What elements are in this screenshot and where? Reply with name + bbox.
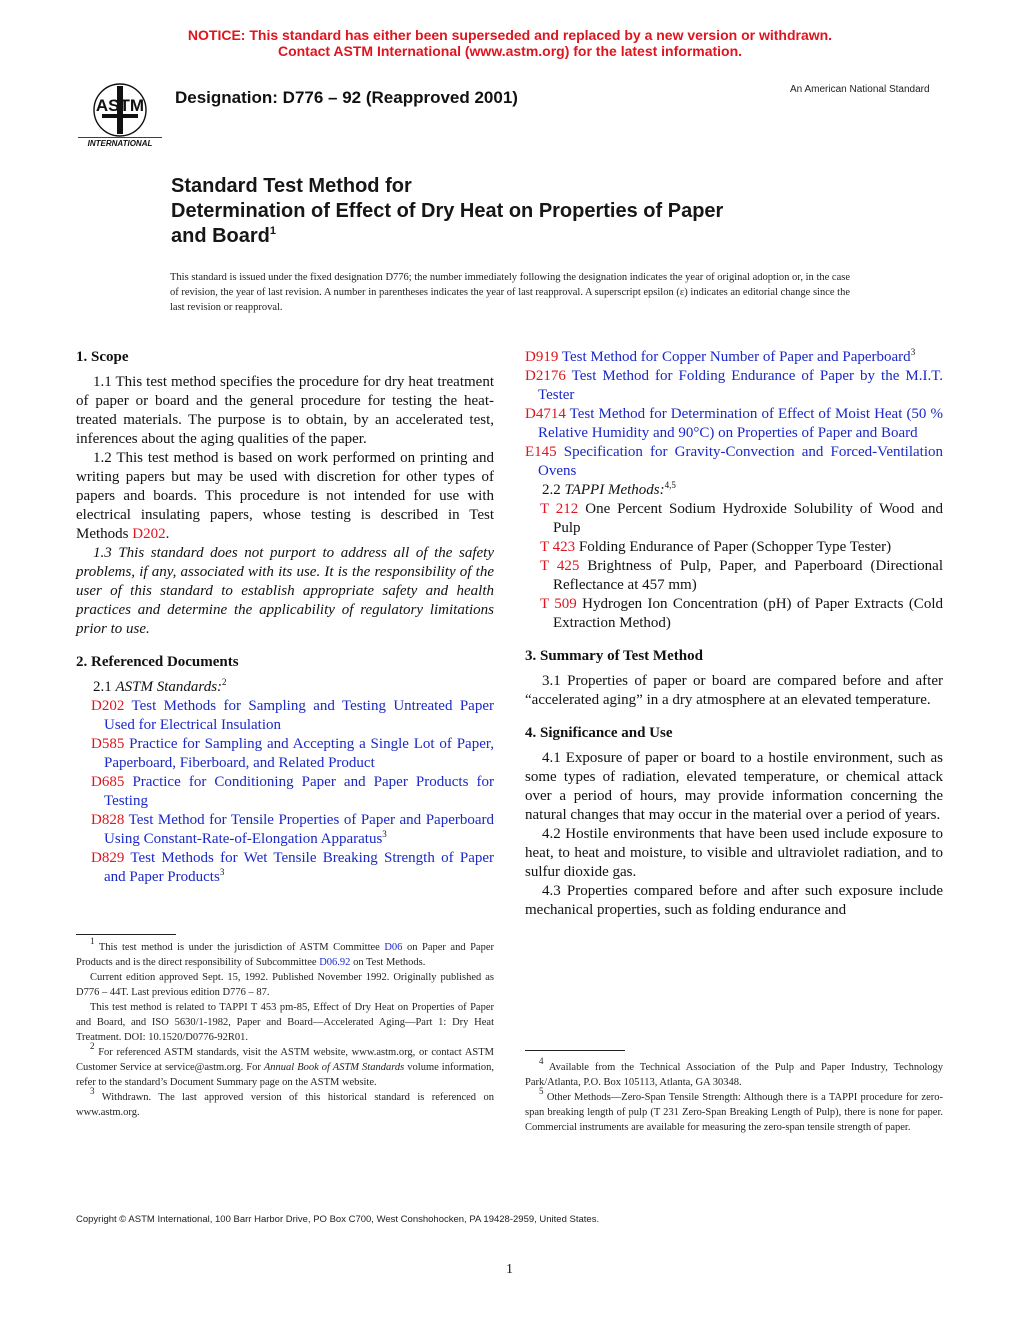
reference-code[interactable]: D4714 <box>525 406 566 422</box>
astm-logo <box>78 80 162 150</box>
footnote-2-a: For referenced ASTM standards, visit the ASTM website, www.astm.org, or contact ASTM Customer Service at service@astm.org. For <box>76 1047 494 1073</box>
reference-code[interactable]: D685 <box>91 774 125 790</box>
title-line-1: Standard Test Method for <box>171 175 412 197</box>
footnote-2-italic: Annual Book of ASTM Standards <box>263 1062 405 1073</box>
astm-label-sup: 2 <box>222 677 227 687</box>
scope-1-1: 1.1 This test method specifies the procedure for dry heat treatment of paper or board and the general procedure for testing the heat-treated materials. The purpose is to obtain, by an accelerated test, inferences about the aging qualities of the paper. <box>76 374 494 447</box>
footnote-1-related: This test method is related to TAPPI T 453 pm-85, Effect of Dry Heat on Properties of Paper and Board, and ISO 5630/1-1982, Paper and Board—Accelerated Aging—Part 1: Dry Heat Treatment. DOI: 10.1520/D0776-92R01. <box>76 1002 494 1043</box>
reference-code[interactable]: D828 <box>91 812 125 828</box>
reference-title[interactable]: Practice for Sampling and Accepting a Single Lot of Paper, Paperboard, Fiberboard, and Related Product <box>104 736 494 771</box>
reference-item <box>525 443 943 481</box>
scope-1-2 <box>76 449 494 544</box>
scope-1-2-end: . <box>165 526 170 542</box>
footnote-1 <box>76 936 494 970</box>
logo-subtext: INTERNATIONAL <box>87 139 153 148</box>
reference-code[interactable]: T 423 <box>540 539 576 555</box>
footnote-2-b: volume information, refer to the standard’s Document Summary page on the ASTM website. <box>76 1062 494 1088</box>
title-line-3-text: and Board <box>171 225 270 247</box>
footnote-1-c: on Test Methods. <box>350 957 426 968</box>
footnotes-right <box>525 1056 943 1135</box>
referenced-heading: 2. Referenced Documents <box>76 654 239 670</box>
significance-heading: 4. Significance and Use <box>525 725 673 741</box>
footnote-rule-left <box>76 934 176 935</box>
reference-code[interactable]: T 425 <box>540 558 580 574</box>
reference-item <box>525 348 943 367</box>
footnote-5-text: Other Methods—Zero-Span Tensile Strength: Although there is a TAPPI procedure for zero-span breaking length of pulp (T 231 Zero-Span Breaking Length of Pulp), there is none for paper. Commercial instruments are available for measuring the zero-span tensile strength of paper. <box>525 1092 943 1133</box>
reference-code[interactable]: E145 <box>525 444 557 460</box>
reference-code[interactable]: T 509 <box>540 596 577 612</box>
title-footnote-mark: 1 <box>269 225 277 237</box>
reference-code[interactable]: D2176 <box>525 368 566 384</box>
significance-4-2: 4.2 Hostile environments that have been used include exposure to heat, to heat and moisture, to visible and ultraviolet radiation, and to sulfur dioxide gas. <box>525 826 943 880</box>
reference-title[interactable]: Test Methods for Sampling and Testing Untreated Paper Used for Electrical Insulation <box>104 698 494 733</box>
footnote-3-text: Withdrawn. The last approved version of this historical standard is referenced on www.astm.org. <box>76 1092 494 1118</box>
reference-title[interactable]: Test Method for Tensile Properties of Paper and Paperboard Using Constant-Rate-of-Elongation Apparatus <box>104 812 494 847</box>
copyright: Copyright © ASTM International, 100 Barr Harbor Drive, PO Box C700, West Conshohocken, PA 19428-2959, United States. <box>76 1214 600 1225</box>
reference-item <box>91 811 494 849</box>
reference-code[interactable]: D919 <box>525 349 559 365</box>
footnote-1-b: on Paper and Paper Products and is the direct responsibility of Subcommittee <box>76 942 494 968</box>
reference-title: Brightness of Pulp, Paper, and Paperboard (Directional Reflectance at 457 mm) <box>553 558 943 593</box>
reference-code[interactable]: D585 <box>91 736 125 752</box>
footnote-1-mark: 1 <box>90 936 95 946</box>
title-line-3 <box>171 224 891 249</box>
reference-item <box>540 538 943 557</box>
page-number: 1 <box>506 1262 513 1277</box>
tappi-refs <box>525 500 943 633</box>
footnotes-left <box>76 936 494 1120</box>
tappi-methods-label <box>525 481 943 500</box>
reference-item <box>525 405 943 443</box>
reference-title[interactable]: Test Method for Determination of Effect of Moist Heat (50 % Relative Humidity and 90°C) on Properties of Paper and Board <box>538 406 943 441</box>
reference-item <box>540 557 943 595</box>
reference-item <box>540 500 943 538</box>
reference-title[interactable]: Practice for Conditioning Paper and Paper Products for Testing <box>104 774 495 809</box>
designation: Designation: D776 – 92 (Reapproved 2001) <box>175 88 518 107</box>
left-column <box>76 348 494 887</box>
reference-item <box>91 849 494 887</box>
footnote-rule-right <box>525 1050 625 1051</box>
footnote-2 <box>76 1041 494 1090</box>
logo-text: ASTM <box>95 96 145 115</box>
title-line-2: Determination of Effect of Dry Heat on Properties of Paper <box>171 200 724 222</box>
reference-title: Folding Endurance of Paper (Schopper Type Tester) <box>578 539 892 555</box>
footnote-5 <box>525 1086 943 1135</box>
reference-title[interactable]: Test Method for Folding Endurance of Paper by the M.I.T. Tester <box>538 368 944 403</box>
astm-label: ASTM Standards: <box>115 679 223 695</box>
reference-title[interactable]: Test Method for Copper Number of Paper and Paperboard <box>561 349 911 365</box>
reference-title[interactable]: Specification for Gravity-Convection and Forced-Ventilation Ovens <box>538 444 943 479</box>
link-d06[interactable]: D06 <box>384 942 403 953</box>
reference-item <box>540 595 943 633</box>
astm-refs-left <box>76 697 494 887</box>
footnote-4 <box>525 1056 943 1090</box>
scope-1-3: 1.3 This standard does not purport to address all of the safety problems, if any, associated with its use. It is the responsibility of the user of this standard to establish appropriate safety and health practices and determine the applicability of regulatory limitations prior to use. <box>76 545 494 637</box>
significance-4-1: 4.1 Exposure of paper or board to a hostile environment, such as some types of radiation, elevated temperature, or chemical attack over a period of hours, may provide information concerning the natural changes that may occur in the material over a period of years. <box>525 750 943 823</box>
reference-item <box>91 773 494 811</box>
astm-refs-right <box>525 348 943 481</box>
national-standard-label: An American National Standard <box>790 84 930 95</box>
reference-title: One Percent Sodium Hydroxide Solubility of Wood and Pulp <box>553 501 943 536</box>
issued-note: This standard is issued under the fixed designation D776; the number immediately following the designation indicates the year of original adoption or, in the case of revision, the year of last revision. A number in parentheses indicates the year of last reapproval. A superscript epsilon (ε) indicates an editorial change since the last revision or reapproval. <box>170 272 850 313</box>
reference-title[interactable]: Test Methods for Wet Tensile Breaking Strength of Paper and Paper Products <box>104 850 494 885</box>
tappi-label-sup: 4,5 <box>664 480 676 490</box>
summary-heading: 3. Summary of Test Method <box>525 648 703 664</box>
reference-item <box>525 367 943 405</box>
footnote-3 <box>76 1086 494 1120</box>
link-d202[interactable]: D202 <box>132 526 166 542</box>
footnote-2-mark: 2 <box>90 1041 95 1051</box>
superseded-notice <box>0 27 1020 59</box>
astm-label-num: 2.1 <box>93 679 116 695</box>
summary-3-1: 3.1 Properties of paper or board are compared before and after “accelerated aging” in a dry atmosphere at an elevated temperature. <box>525 673 943 708</box>
link-d06-92[interactable]: D06.92 <box>319 957 351 968</box>
significance-4-3: 4.3 Properties compared before and after such exposure include mechanical properties, such as folding endurance and <box>525 883 943 918</box>
notice-line-1: NOTICE: This standard has either been superseded and replaced by a new version or withdrawn. <box>187 27 833 43</box>
footnote-4-text: Available from the Technical Association of the Pulp and Paper Industry, Technology Park/Atlanta, P.O. Box 105113, Atlanta, GA 30348. <box>525 1062 943 1088</box>
footnote-1-edition: Current edition approved Sept. 15, 1992. Published November 1992. Originally published as D776 – 44T. Last previous edition D776 – 87. <box>76 972 494 998</box>
footnote-4-mark: 4 <box>539 1056 544 1066</box>
footnote-3-mark: 3 <box>90 1086 95 1096</box>
notice-line-2: Contact ASTM International (www.astm.org) for the latest information. <box>277 43 743 59</box>
scope-1-2-text: 1.2 This test method is based on work performed on printing and writing papers but may be used with discretion for other types of papers and boards. This procedure is not intended for use with electrical insulating papers, whose testing is described in Test Methods <box>76 450 494 542</box>
document-title <box>171 174 891 249</box>
right-column <box>525 348 943 920</box>
reference-footnote-mark: 3 <box>219 867 225 877</box>
scope-heading: 1. Scope <box>76 349 129 365</box>
reference-item <box>91 697 494 735</box>
reference-footnote-mark: 3 <box>382 829 387 839</box>
tappi-label: TAPPI Methods: <box>564 482 665 498</box>
reference-item <box>91 735 494 773</box>
reference-title: Hydrogen Ion Concentration (pH) of Paper Extracts (Cold Extraction Method) <box>553 596 943 631</box>
tappi-label-num: 2.2 <box>542 482 565 498</box>
reference-code[interactable]: T 212 <box>540 501 579 517</box>
astm-standards-label <box>76 678 494 697</box>
reference-code[interactable]: D829 <box>91 850 125 866</box>
reference-footnote-mark: 3 <box>910 347 916 357</box>
footnote-1-a: This test method is under the jurisdiction of ASTM Committee <box>94 942 385 953</box>
footnote-5-mark: 5 <box>539 1086 544 1096</box>
reference-code[interactable]: D202 <box>91 698 125 714</box>
